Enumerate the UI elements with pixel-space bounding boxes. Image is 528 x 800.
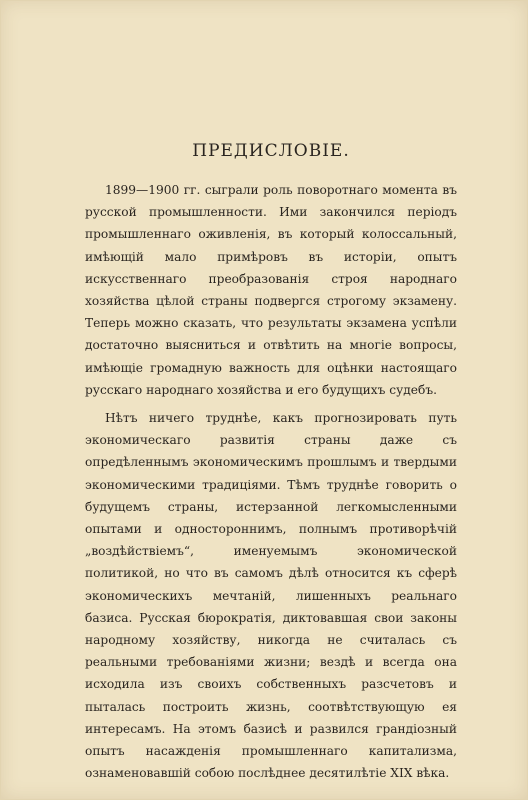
paragraph-2: Нѣтъ ничего труднѣе, какъ прогнозировать путь экономическаго развитія страны даже съ опредѣленнымъ экономическимъ прошлымъ и твердыми экономическими традиціями. Тѣмъ труднѣе говорить о будущемъ страны, истерзанной легкомысленными опытами и одностороннимъ, полнымъ противорѣчій „воздѣйствіемъ“, именуемымъ экономической политикой, но что въ самомъ дѣлѣ относится къ сферѣ экономическихъ мечтаній, лишенныхъ реальнаго базиса. Русская бюрократія, диктовавшая свои законы народному хозяйству, никогда не считалась съ реальными требованіями жизни; вездѣ и всегда она исходила изъ своихъ собственныхъ разсчетовъ и пыталась построить жизнь, соотвѣтствующую ея интересамъ. На этомъ базисѣ и развился грандіозный опытъ насажденія промышленнаго капитализма, ознаменовавшій собою послѣднее десятилѣтіе XIX вѣка. xyxy=(85,411,457,781)
page-content xyxy=(85,141,457,790)
paragraph-1: 1899—1900 гг. сыграли роль поворотнаго момента въ русской промышленности. Ими закончился періодъ промышленнаго оживленія, въ который колоссальный, имѣющій мало примѣровъ въ исторіи, опытъ искусственнаго преобразованія строя народнаго хозяйства цѣлой страны подвергся строгому экзамену. Теперь можно сказать, что результаты экзамена успѣли достаточно выясниться и отвѣтить на многіе вопросы, имѣющіе громадную важность для оцѣнки настоящаго русскаго народнаго хозяйства и его будущихъ судебъ. xyxy=(85,183,457,397)
page-heading: ПРЕДИСЛОВІЕ. xyxy=(192,141,350,161)
